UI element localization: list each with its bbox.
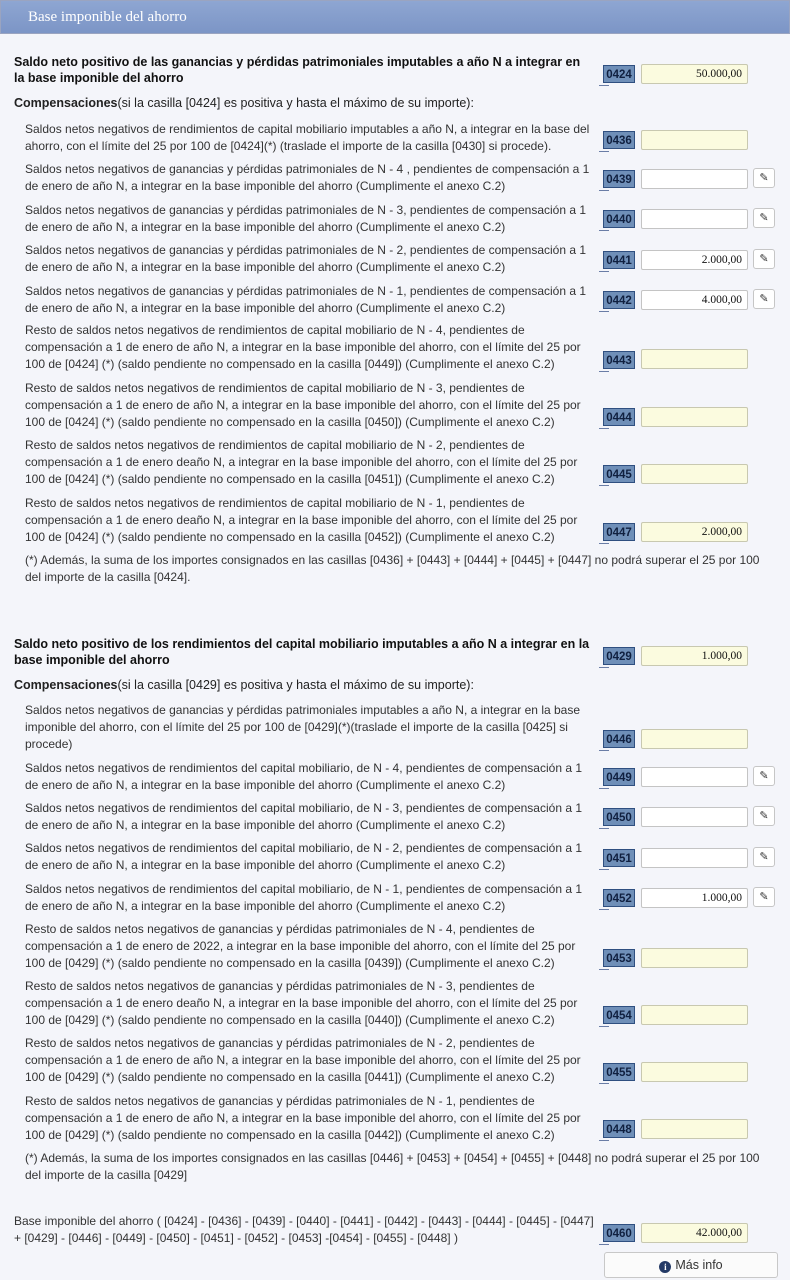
box-0460: 0460 [603,1224,635,1242]
box-0424: 0424 [603,65,635,83]
label-0448: Resto de saldos netos negativos de ganancias y pérdidas patrimoniales de N - 1, pendientes de compensación a 1 de enero de año N, a integrar en la base imponible del ahorro, con el límite del 25 por 100 de [0429] (*) (saldo pendiente no compensado en la casilla [0442]) (Cumplimente el anexo C.2) [25,1094,581,1142]
box-0450: 0450 [603,808,635,826]
input-0455[interactable] [641,1062,748,1082]
box-0452: 0452 [603,889,635,907]
input-0442[interactable]: 4.000,00 [641,290,748,310]
label-0440: Saldos netos negativos de ganancias y pérdidas patrimoniales de N - 3, pendientes de compensación a 1 de enero de año N, a integrar en la base imponible del ahorro (Cumplimente el anexo C.2) [25,203,587,234]
label-0454: Resto de saldos netos negativos de ganancias y pérdidas patrimoniales de N - 3, pendientes de compensación a 1 de enero deaño N, a integrar en la base imponible del ahorro, con el límite del 25 por 100 de [0429] (*) (saldo pendiente no compensado en la casilla [0440]) (Cumplimente el anexo C.2) [25,979,578,1027]
input-0448[interactable] [641,1119,748,1139]
input-0446[interactable] [641,729,748,749]
input-0444[interactable] [641,407,748,427]
input-0453[interactable] [641,948,748,968]
section1-footnote: (*) Además, la suma de los importes consignados en las casillas [0436] + [0443] + [0444] + [0445] + [0447] no podrá superar el 25 por 100 del importe de la casilla [0424]. [25,553,760,584]
label-0441: Saldos netos negativos de ganancias y pérdidas patrimoniales de N - 2, pendientes de compensación a 1 de enero de año N, a integrar en la base imponible del ahorro (Cumplimente el anexo C.2) [25,243,587,274]
section2-compensaciones [14,678,474,692]
label-0446: Saldos netos negativos de ganancias y pérdidas patrimoniales imputables a año N, a integrar en la base imponible del ahorro, con el límite del 25 por 100 de [0429](*)(traslade el importe de la casilla [0425] si procede) [25,703,581,751]
section2-footnote: (*) Además, la suma de los importes consignados en las casillas [0446] + [0453] + [0454] + [0455] + [0448] no podrá superar el 25 por 100 del importe de la casilla [0429] [25,1151,760,1182]
box-0445: 0445 [603,465,635,483]
box-0443: 0443 [603,351,635,369]
compensaciones-note: (si la casilla [0429] es positiva y hasta el máximo de su importe): [117,678,474,692]
input-0424[interactable]: 50.000,00 [641,64,748,84]
more-info-button[interactable] [604,1252,778,1278]
input-0451[interactable] [641,848,748,868]
box-0446: 0446 [603,730,635,748]
edit-0449-pencil-icon[interactable]: ✎ [753,766,775,786]
compensaciones-label: Compensaciones [14,96,118,110]
section-title: Base imponible del ahorro [28,9,187,25]
box-0439: 0439 [603,170,635,188]
input-0460[interactable]: 42.000,00 [641,1223,748,1243]
more-info-label: Más info [675,1258,723,1272]
label-0444: Resto de saldos netos negativos de rendimientos de capital mobiliario de N - 3, pendientes de compensación a 1 de enero de año N, a integrar en la base imponible del ahorro, con el límite del 25 por 100 de [0424] (*) (saldo pendiente no compensado en la casilla [0450]) (Cumplimente el anexo C.2) [25,381,581,429]
edit-0450-pencil-icon[interactable]: ✎ [753,806,775,826]
label-0452: Saldos netos negativos de rendimientos del capital mobiliario, de N - 1, pendientes de compensación a 1 de enero de año N, a integrar en la base imponible del ahorro (Cumplimente el anexo C.2) [25,882,583,913]
label-0447: Resto de saldos netos negativos de rendimientos de capital mobiliario de N - 1, pendientes de compensación a 1 de enero deaño N, a integrar en la base imponible del ahorro, con el límite del 25 por 100 de [0424] (*) (saldo pendiente no compensado en la casilla [0452]) (Cumplimente el anexo C.2) [25,496,578,544]
label-0445: Resto de saldos netos negativos de rendimientos de capital mobiliario de N - 2, pendientes de compensación a 1 de enero deaño N, a integrar en la base imponible del ahorro, con el límite del 25 por 100 de [0424] (*) (saldo pendiente no compensado en la casilla [0451]) (Cumplimente el anexo C.2) [25,438,578,486]
input-0429[interactable]: 1.000,00 [641,646,748,666]
input-0452[interactable]: 1.000,00 [641,888,748,908]
box-0444: 0444 [603,408,635,426]
input-0436[interactable] [641,130,748,150]
edit-0451-pencil-icon[interactable]: ✎ [753,847,775,867]
box-0455: 0455 [603,1063,635,1081]
label-0451: Saldos netos negativos de rendimientos del capital mobiliario, de N - 2, pendientes de compensación a 1 de enero de año N, a integrar en la base imponible del ahorro (Cumplimente el anexo C.2) [25,841,583,872]
section-title-bar [0,0,790,34]
total-label: Base imponible del ahorro ( [0424] - [0436] - [0439] - [0440] - [0441] - [0442] - [0443] - [0444] - [0445] - [0447] + [0429] - [0446] - [0449] - [0450] - [0451] - [0452] - [0453] -[0454] - [0455] - [0448] ) [14,1214,594,1245]
label-0453: Resto de saldos netos negativos de ganancias y pérdidas patrimoniales de N - 4, pendientes de compensación a 1 de enero de 2022, a integrar en la base imponible del ahorro, con el límite del 25 por 100 de [0429] (*) (saldo pendiente no compensado en la casilla [0439]) (Cumplimente el anexo C.2) [25,922,576,970]
label-0439: Saldos netos negativos de ganancias y pérdidas patrimoniales de N - 4 , pendientes de compensación a 1 de enero de año N, a integrar en la base imponible del ahorro (Cumplimente el anexo C.2) [25,162,590,193]
input-0454[interactable] [641,1005,748,1025]
input-0443[interactable] [641,349,748,369]
box-0436: 0436 [603,131,635,149]
box-0454: 0454 [603,1006,635,1024]
box-0429: 0429 [603,647,635,665]
box-0451: 0451 [603,849,635,867]
edit-0440-pencil-icon[interactable]: ✎ [753,208,775,228]
box-0447: 0447 [603,523,635,541]
edit-0452-pencil-icon[interactable]: ✎ [753,887,775,907]
edit-0439-pencil-icon[interactable]: ✎ [753,168,775,188]
input-0441[interactable]: 2.000,00 [641,250,748,270]
input-0440[interactable] [641,209,748,229]
input-0439[interactable] [641,169,748,189]
input-0447[interactable]: 2.000,00 [641,522,748,542]
compensaciones-note: (si la casilla [0424] es positiva y hasta el máximo de su importe): [117,96,474,110]
label-0449: Saldos netos negativos de rendimientos del capital mobiliario, de N - 4, pendientes de compensación a 1 de enero de año N, a integrar en la base imponible del ahorro (Cumplimente el anexo C.2) [25,761,583,792]
label-0443: Resto de saldos netos negativos de rendimientos de capital mobiliario de N - 4, pendientes de compensación a 1 de enero de año N, a integrar en la base imponible del ahorro, con el límite del 25 por 100 de [0424] (*) (saldo pendiente no compensado en la casilla [0449]) (Cumplimente el anexo C.2) [25,323,581,371]
input-0449[interactable] [641,767,748,787]
box-0448: 0448 [603,1120,635,1138]
box-0441: 0441 [603,251,635,269]
edit-0442-pencil-icon[interactable]: ✎ [753,289,775,309]
label-0436: Saldos netos negativos de rendimientos de capital mobiliario imputables a año N, a integrar en la base del ahorro, con el límite del 25 por 100 de [0424](*) (traslade el importe de la casilla [0430] si procede). [25,122,590,153]
box-0440: 0440 [603,210,635,228]
box-0453: 0453 [603,949,635,967]
input-0445[interactable] [641,464,748,484]
section1-compensaciones [14,96,474,110]
box-0442: 0442 [603,291,635,309]
info-icon: i [659,1261,671,1273]
compensaciones-label: Compensaciones [14,678,118,692]
section1-heading: Saldo neto positivo de las ganancias y pérdidas patrimoniales imputables a año N a integrar en la base imponible del ahorro [14,55,581,85]
edit-0441-pencil-icon[interactable]: ✎ [753,249,775,269]
section2-heading: Saldo neto positivo de los rendimientos del capital mobiliario imputables a año N a integrar en la base imponible del ahorro [14,637,590,667]
input-0450[interactable] [641,807,748,827]
label-0450: Saldos netos negativos de rendimientos del capital mobiliario, de N - 3, pendientes de compensación a 1 de enero de año N, a integrar en la base imponible del ahorro (Cumplimente el anexo C.2) [25,801,583,832]
label-0442: Saldos netos negativos de ganancias y pérdidas patrimoniales de N - 1, pendientes de compensación a 1 de enero de año N, a integrar en la base imponible del ahorro (Cumplimente el anexo C.2) [25,284,587,315]
box-0449: 0449 [603,768,635,786]
label-0455: Resto de saldos netos negativos de ganancias y pérdidas patrimoniales de N - 2, pendientes de compensación a 1 de enero de año N, a integrar en la base imponible del ahorro, con el límite del 25 por 100 de [0429] (*) (saldo pendiente no compensado en la casilla [0441]) (Cumplimente el anexo C.2) [25,1036,581,1084]
